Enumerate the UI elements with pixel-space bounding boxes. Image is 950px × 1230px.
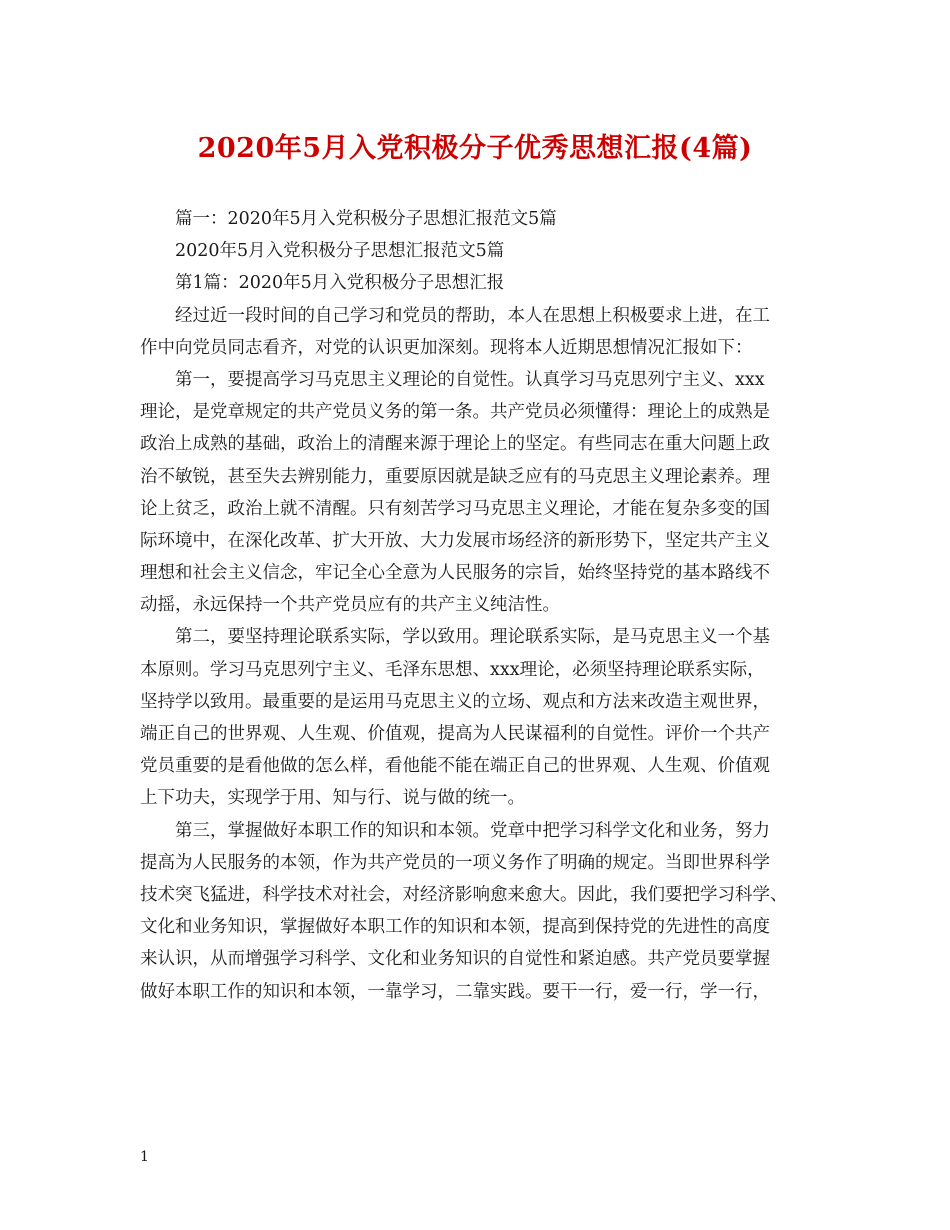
- page-number: 1: [140, 1149, 149, 1165]
- document-body: [140, 203, 816, 1008]
- body-line: 治不敏锐，甚至失去辨别能力，重要原因就是缺乏应有的马克思主义理论素养。理: [140, 466, 770, 487]
- body-line: 论上贫乏，政治上就不清醒。只有刻苦学习马克思主义理论，才能在复杂多变的国: [140, 498, 770, 519]
- body-line: 第1篇：2020年5月入党积极分子思想汇报: [175, 273, 505, 294]
- body-line: 提高为人民服务的本领，作为共产党员的一项义务作了明确的规定。当即世界科学: [140, 852, 770, 873]
- body-line: 文化和业务知识，掌握做好本职工作的知识和本领，提高到保持党的先进性的高度: [140, 917, 770, 938]
- body-line: 作中向党员同志看齐，对党的认识更加深刻。现将本人近期思想情况汇报如下：: [140, 337, 753, 358]
- body-line: 来认识，从而增强学习科学、文化和业务知识的自觉性和紧迫感。共产党员要掌握: [140, 949, 770, 970]
- body-line: 动摇，永远保持一个共产党员应有的共产主义纯洁性。: [140, 595, 560, 616]
- body-line: 第三，掌握做好本职工作的知识和本领。党章中把学习科学文化和业务，努力: [175, 820, 770, 841]
- body-line: 本原则。学习马克思列宁主义、毛泽东思想、xxx理论，必须坚持理论联系实际，: [140, 659, 765, 680]
- body-line: 篇一：2020年5月入党积极分子思想汇报范文5篇: [175, 209, 557, 229]
- body-line: 理论，是党章规定的共产党员义务的第一条。共产党员必须懂得：理论上的成熟是: [140, 402, 770, 423]
- body-line: 做好本职工作的知识和本领，一靠学习，二靠实践。要干一行，爱一行，学一行，: [140, 981, 770, 1002]
- body-line: 第二，要坚持理论联系实际，学以致用。理论联系实际，是马克思主义一个基: [175, 627, 770, 648]
- body-line: 坚持学以致用。最重要的是运用马克思主义的立场、观点和方法来改造主观世界，: [140, 691, 770, 712]
- document-title: 2020年5月入党积极分子优秀思想汇报(4篇): [197, 133, 753, 164]
- body-line: 政治上成熟的基础，政治上的清醒来源于理论上的坚定。有些同志在重大问题上政: [140, 434, 770, 455]
- body-line: 端正自己的世界观、人生观、价值观，提高为人民谋福利的自觉性。评价一个共产: [140, 724, 770, 744]
- body-line: 第一，要提高学习马克思主义理论的自觉性。认真学习马克思列宁主义、xxx: [175, 369, 765, 390]
- body-line: 党员重要的是看他做的怎么样，看他能不能在端正自己的世界观、人生观、价值观: [140, 756, 770, 777]
- body-line: 2020年5月入党积极分子思想汇报范文5篇: [175, 241, 505, 262]
- body-line: 经过近一段时间的自己学习和党员的帮助，本人在思想上积极要求上进，在工: [175, 305, 770, 326]
- body-line: 上下功夫，实现学于用、知与行、说与做的统一。: [140, 788, 525, 809]
- body-line: 技术突飞猛进，科学技术对社会，对经济影响愈来愈大。因此，我们要把学习科学、: [140, 884, 788, 905]
- body-line: 际环境中，在深化改革、扩大开放、大力发展市场经济的新形势下，坚定共产主义: [140, 530, 770, 551]
- body-line: 理想和社会主义信念，牢记全心全意为人民服务的宗旨，始终坚持党的基本路线不: [140, 563, 770, 584]
